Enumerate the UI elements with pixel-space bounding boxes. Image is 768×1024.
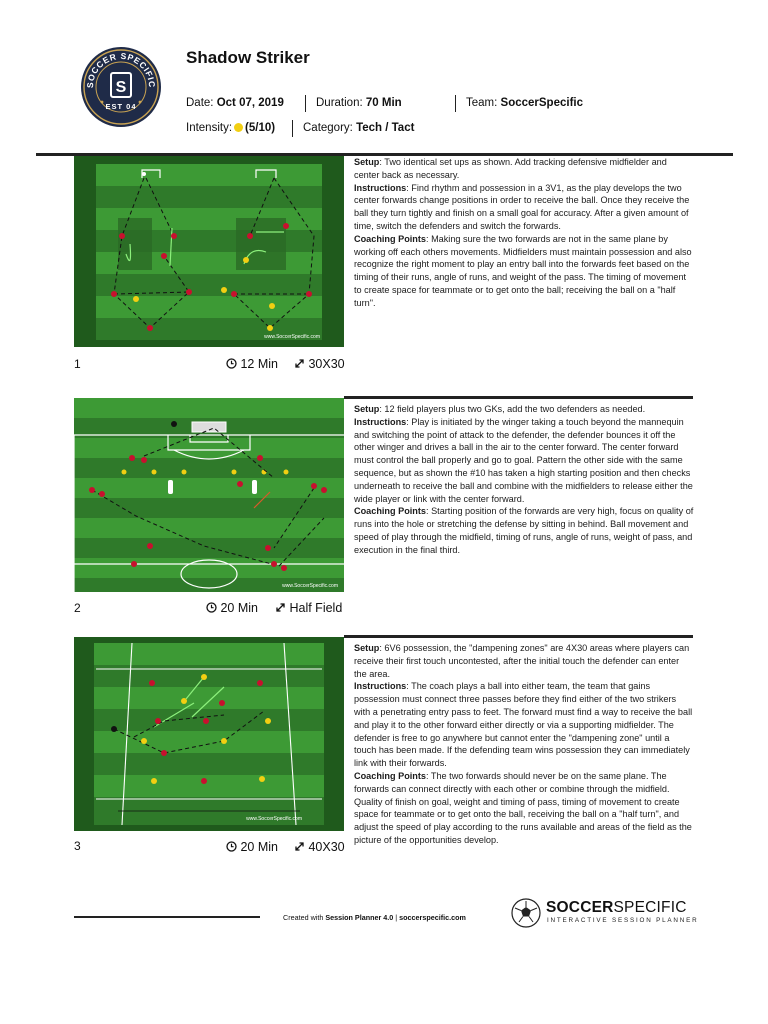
- drill-3-description: Setup: 6V6 possession, the "dampening zones" are 4X30 areas where players can receive their first touch uncontested, after the initial touch the defender can enter the area. Instructions: The coach plays a ball into either team, the team that gains possession must connect three passes before they find either of the two strikers with a penetrating entry pass to feet. The forward must find a way to receive the ball and play it to the other forward either directly or via a supporting midfielder. The defender is free to go anywhere but cannot enter the "dampening zone" until a touch has been made. If the defending team wins possession they can immediately link with their forwards. Coaching Points: The two forwards should never be on the same plane. The forwards can connect directly with each other or combine through the midfield. Quality of finish on goal, weight and timing of pass, timing of movement to create space for teammate or to get onto the ball, receiving the ball on a "half turn", and adjust the speed of play according to the runs available and areas of the field as the picture of the opportunities develop.: [354, 643, 693, 845]
- drill-1-watermark: www.SoccerSpecific.com: [264, 334, 320, 340]
- logo-text-top: SOCCER SPECIFIC: [84, 50, 158, 89]
- logo-letter: S: [115, 79, 127, 96]
- drill-2-diagram: [74, 398, 344, 592]
- soccer-ball-icon: [511, 898, 541, 928]
- session-team: Team: SoccerSpecific: [466, 97, 583, 109]
- drill-1-diagram: [74, 156, 344, 347]
- intensity-dot-icon: [234, 123, 243, 132]
- session-intensity: Intensity: (5/10): [186, 122, 276, 134]
- session-category: Category: Tech / Tact: [303, 122, 415, 134]
- resize-arrows-icon: [294, 358, 305, 369]
- drill-2-number: 2: [74, 601, 81, 615]
- logo-text-bottom: EST 04: [105, 102, 137, 111]
- soccer-specific-logo: [80, 46, 162, 128]
- footer-rule: [74, 916, 260, 918]
- meta-divider: [292, 120, 293, 137]
- session-duration: Duration: 70 Min: [316, 97, 402, 109]
- drill-2-description: Setup: 12 field players plus two GKs, add the two defenders as needed. Instructions: Play is initiated by the winger taking a touch beyond the mannequin and switching the point of attack to the defender, the defender bounces it off the other winger and drives a ball in the air to the center forward. The center forward must control the ball properly and go to goal. Pattern the other side with the same sequence, but as shown the #10 has taken a high starting position and then checks underneath to receive the ball and combine with the midfielders to release either the wide player or link with the center forward. Coaching Points: Starting position of the forwards are very high, focus on quality of runs into the hole or stretching the defense by sitting in behind. Ball movement and speed of play through the midfield, timing of runs, angle of runs, weight of pass, and execution in the final third.: [354, 404, 694, 555]
- clock-icon: [226, 358, 237, 369]
- drill-3-rule: [344, 635, 693, 638]
- clock-icon: [206, 602, 217, 613]
- drill-2-rule: [344, 396, 693, 399]
- drill-1-duration: 12 Min: [226, 357, 278, 371]
- meta-divider: [305, 95, 306, 112]
- drill-2-watermark: www.SoccerSpecific.com: [282, 583, 338, 589]
- drill-2-duration: 20 Min: [206, 601, 258, 615]
- session-date: Date: Oct 07, 2019: [186, 97, 284, 109]
- resize-arrows-icon: [294, 841, 305, 852]
- drill-3-duration: 20 Min: [226, 840, 278, 854]
- drill-3-diagram: [74, 637, 344, 831]
- footer-credit: Created with Session Planner 4.0 | soccerspecific.com: [283, 913, 466, 922]
- drill-1-description: Setup: Two identical set ups as shown. Add tracking defensive midfielder and center back as necessary. Instructions: Find rhythm and possession in a 3V1, as the play develops the two center forwards change positions in order to receive the ball. Once they receive the ball they turn tightly and finish on a small goal for accuracy. After a given amount of time, switch the defenders and switch the forwards. Coaching Points: Making sure the two forwards are not in the same plane by working off each others movements. Midfielders must maintain possession and also recognize the right moment to play an entry ball into the forwards feet based on the timing of their runs, angle of runs, and weight of the pass. The timing of movement to create space for teammate or to get onto the ball; receiving the ball on a "half turn".: [354, 157, 692, 308]
- resize-arrows-icon: [275, 602, 286, 613]
- drill-3-size: 40X30: [294, 840, 345, 854]
- drill-1-size: 30X30: [294, 357, 345, 371]
- footer-brand-subtitle: INTERACTIVE SESSION PLANNER: [547, 917, 699, 924]
- drill-3-number: 3: [74, 839, 81, 853]
- drill-1-number: 1: [74, 357, 81, 371]
- clock-icon: [226, 841, 237, 852]
- session-title: Shadow Striker: [186, 48, 310, 67]
- meta-divider: [455, 95, 456, 112]
- drill-3-watermark: www.SoccerSpecific.com: [246, 816, 302, 822]
- drill-2-size: Half Field: [275, 601, 342, 615]
- footer-brand-name: SOCCERSPECIFIC: [546, 899, 687, 916]
